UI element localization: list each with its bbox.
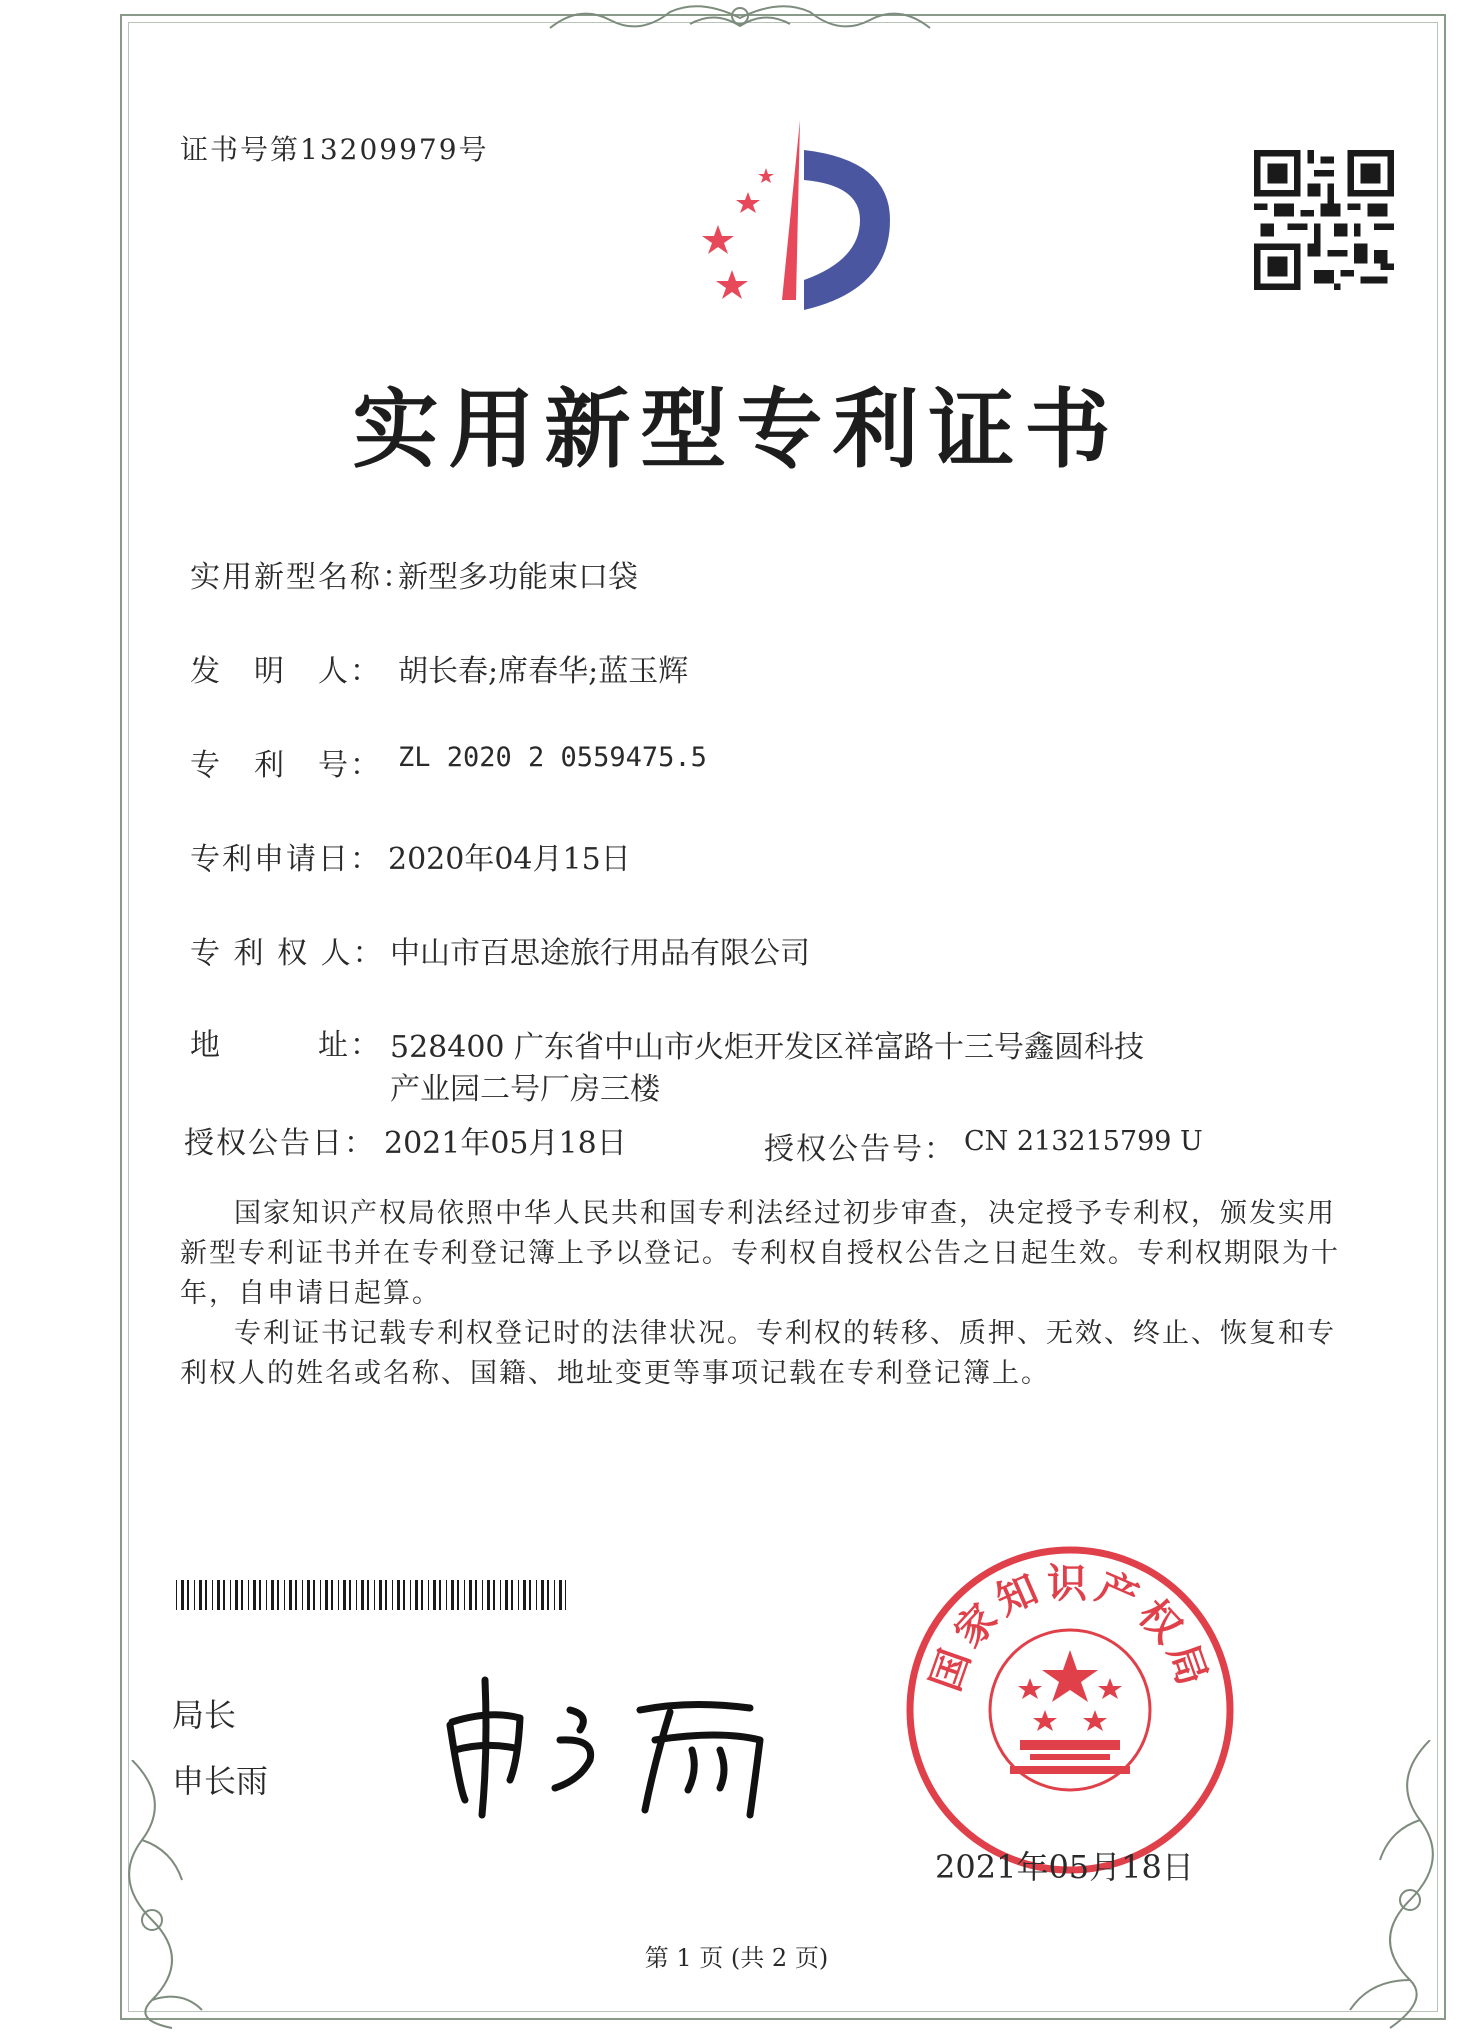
qr-code xyxy=(1254,150,1394,290)
patent-number-value: ZL 2020 2 0559475.5 xyxy=(398,742,707,773)
inventor-value: 胡长春;席春华;蓝玉辉 xyxy=(398,654,689,689)
application-date-value: 2020年04月15日 xyxy=(388,842,631,877)
barcode xyxy=(176,1580,566,1610)
patentee-value: 中山市百思途旅行用品有限公司 xyxy=(390,936,810,971)
seal-date: 2021年05月18日 xyxy=(935,1848,1194,1886)
name-label: 实用新型名称： xyxy=(190,560,414,595)
certificate-body xyxy=(180,1194,1350,1394)
paragraph-legal-status: 专利证书记载专利权登记时的法律状况。专利权的转移、质押、无效、终止、恢复和专利权人的姓名或名称、国籍、地址变更等事项记载在专利登记簿上。 xyxy=(180,1318,1336,1389)
top-ornament xyxy=(540,0,940,36)
patentee-label: 专 利 权 人： xyxy=(190,936,385,971)
application-date-label: 专利申请日： xyxy=(190,842,382,877)
page-title: 实用新型专利证书 xyxy=(352,379,1121,480)
page-info: 第 1 页 (共 2 页) xyxy=(644,1944,829,1972)
name-value: 新型多功能束口袋 xyxy=(398,560,638,595)
address-line2: 产业园二号厂房三楼 xyxy=(390,1072,660,1107)
seal-text: 国家知识产权局 xyxy=(921,1559,1219,1697)
certificate-number: 证书号第13209979号 xyxy=(180,133,489,166)
patent-number-label: 专 利 号： xyxy=(190,748,382,783)
director-signature xyxy=(430,1670,790,1820)
grant-number-value: CN 213215799 U xyxy=(964,1126,1203,1157)
bottom-right-ornament xyxy=(1330,1740,1450,2030)
paragraph-grant: 国家知识产权局依照中华人民共和国专利法经过初步审查，决定授予专利权，颁发实用新型专利证书并在专利登记簿上予以登记。专利权自授权公告之日起生效。专利权期限为十年，自申请日起算。 xyxy=(180,1198,1340,1309)
grant-number-label: 授权公告号： xyxy=(764,1132,956,1167)
inventor-label: 发 明 人： xyxy=(190,654,382,689)
cnipa-emblem-icon xyxy=(670,120,930,320)
director-name: 申长雨 xyxy=(172,1762,269,1800)
grant-date-value: 2021年05月18日 xyxy=(384,1126,627,1161)
address-label: 地 址： xyxy=(190,1028,382,1063)
grant-date-label: 授权公告日： xyxy=(184,1126,376,1161)
address-line1: 528400 广东省中山市火炬开发区祥富路十三号鑫圆科技 xyxy=(390,1030,1145,1065)
director-title: 局长 xyxy=(172,1696,237,1734)
official-seal xyxy=(900,1540,1240,1880)
